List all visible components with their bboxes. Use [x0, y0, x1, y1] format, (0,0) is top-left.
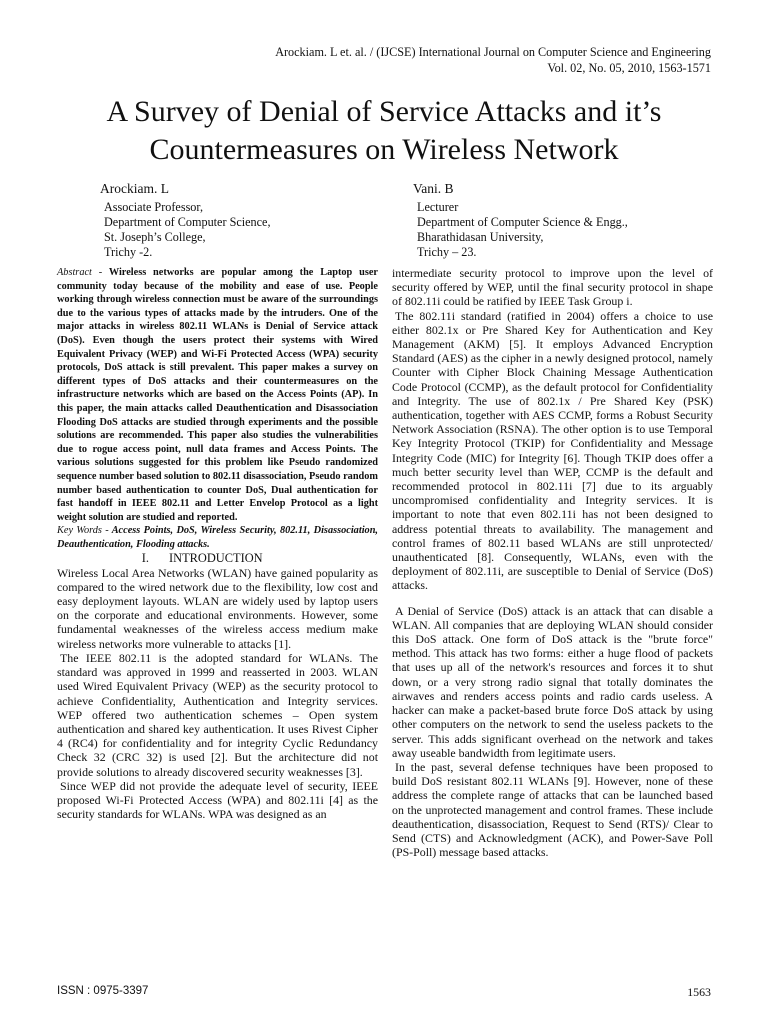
keywords-text: Access Points, DoS, Wireless Security, 802.11, Disassociation, Deauthentication, Flooding attacks.: [57, 525, 379, 550]
body-paragraph: Wireless Local Area Networks (WLAN) have gained popularity as compared to the wired network due to the flexibility, low cost and easy deployment layouts. WLAN are widely used by laptop users on the corporate and educational environments. However, some fundamental weaknesses of the wireless access medium make wireless networks more vulnerable to attacks [1].: [57, 565, 378, 651]
body-paragraph: Since WEP did not provide the adequate level of security, IEEE proposed Wi-Fi Protected Access (WPA) and 802.11i [4] as the security standards for WLANs. WPA was designed as an: [57, 778, 378, 822]
right-column: [392, 266, 713, 859]
title-line-2: Countermeasures on Wireless Network: [149, 133, 619, 166]
section-title: INTRODUCTION: [169, 551, 263, 566]
keywords-label: Key Words -: [57, 525, 109, 537]
page-number: 1563: [687, 985, 711, 999]
keywords: [57, 524, 378, 551]
author-block-1: [100, 180, 271, 260]
body-paragraph: A Denial of Service (DoS) attack is an attack that can disable a WLAN. All companies that are deploying WLAN should consider this DoS attack. One form of DoS attack is the "brute force" method. This attack has two forms: either a huge flood of packets that uses up all of the network's resources and forces it to shut down, or a very strong radio signal that totally dominates the airwaves and renders access points and radio cards useless. A hacker can make a packet-based brute force DoS attack by using other computers on the network to send the useless packets to the server. This adds significant overhead on the network and takes away useable bandwidth from legitimate users.: [392, 603, 713, 760]
abstract-text: Wireless networks are popular among the Laptop user community today because of the mobility and ease of use. People working through wireless connection must be aware of the surroundings due to the various types of attacks made by the intruders. One of the major attacks in wireless 802.11 WLANs is Denial of Service attack (DoS). Even though the users protect their systems with Wired Equivalent Privacy (WEP) and Wi-Fi Protected Access (WPA) security protocols, DoS attack is still prevalent. This paper makes a survey on different types of DoS attacks and their countermeasures on the infrastructure networks which are based on the Access Points (AP). In this paper, the main attacks called Deauthentication and Disassociation Flooding DoS attacks are studied through experiments and the possible solutions are recommended. This paper also studies the vulnerabilities due to rogue access point, null data frames and Access Points. The various solutions suggested for this problem like Pseudo randomized sequence number based solution to 802.11 disassociation, Pseudo random number based authentication to counter DoS, Dual authentication for fast handoff in IEEE 802.11 and Letter Envelop Protocol as a light weight solution are studied and reported.: [57, 267, 378, 523]
author-affiliation-line: St. Joseph’s College,: [104, 230, 206, 244]
body-paragraph: In the past, several defense techniques have been proposed to build DoS resistant 802.11 WLANs [9]. However, none of these address the complete range of attacks that can be launched based on the unprotected management and control frames. These include deauthentication, disassociation, Request to Send (RTS)/ Clear to Send (CTS) and Acknowledgment (ACK), and Power-Save Poll (PS-Poll) message based attacks.: [392, 759, 713, 860]
author-name: Vani. B: [413, 181, 454, 196]
journal-citation: Arockiam. L et. al. / (IJCSE) International Journal on Computer Science and Engineering: [275, 45, 711, 59]
author-block-2: [413, 180, 628, 260]
author-affiliation-line: Trichy – 23.: [417, 245, 477, 259]
left-column: [57, 266, 378, 821]
author-affiliation-line: Department of Computer Science,: [104, 215, 271, 229]
paper-title: [40, 93, 728, 169]
journal-volume: Vol. 02, No. 05, 2010, 1563-1571: [547, 61, 711, 75]
body-paragraph: The 802.11i standard (ratified in 2004) offers a choice to use either 802.1x or Pre Shared Key for Authentication and Key Management (AKM) [5]. It employs Advanced Encryption Standard (AES) as the cipher in a newly designed protocol, namely Counter with Cipher Block Chaining Message Authentication Code Protocol (CCMP), as the default protocol for Confidentiality and Integrity. The use of 802.1x / Pre Shared Key (PSK) authentication, together with AES CCMP, forms a Robust Security Network Association (RSNA). The other option is to use Temporal Key Integrity Protocol (TKIP) for Confidentiality and Message Integrity Code (MIC) for Integrity [6]. Though TKIP does offer a much better security level than WEP, CCMP is the default and recommended protocol in 802.11i [7] due to its arguably uncompromised confidentiality and Integrity services. It is important to note that even 802.11i has not been designed to address potential threats to availability. The management and control frames of 802.11 based WLANs are still unprotected/ unauthenticated [8]. Consequently, WLANs, even with the deployment of 802.11i, are susceptible to Denial of Service (DoS) attacks.: [392, 308, 713, 593]
abstract-label: Abstract -: [57, 267, 103, 278]
abstract: [57, 266, 378, 524]
body-paragraph: intermediate security protocol to improve upon the level of security offered by WEP, until the final security protocol in shape of 802.11i could be ratified by IEEE Task Group i.: [392, 266, 713, 309]
author-affiliation-line: Trichy -2.: [104, 245, 153, 259]
running-header: [275, 44, 711, 76]
author-affiliation-line: Department of Computer Science & Engg.,: [417, 215, 628, 229]
author-affiliation-line: Lecturer: [417, 200, 459, 214]
title-line-1: A Survey of Denial of Service Attacks and it’s: [106, 95, 662, 128]
section-heading: [57, 551, 378, 565]
author-name: Arockiam. L: [100, 181, 169, 196]
section-number: I.: [141, 551, 149, 566]
body-paragraph: The IEEE 802.11 is the adopted standard for WLANs. The standard was approved in 1999 and reasserted in 2003. WLAN used Wired Equivalent Privacy (WEP) as the security protocol to achieve Confidentiality, Authentication and Integrity services. WEP offered two authentication schemes – Open system authentication and shared key authentication. It uses Rivest Cipher 4 (RC4) for confidentiality and for integrity Cyclic Redundancy Check 32 (CRC 32) is used [2]. But the architecture did not provide solutions to already discovered security weaknesses [3].: [57, 650, 378, 779]
author-affiliation-line: Associate Professor,: [104, 200, 204, 214]
issn-footer: ISSN : 0975-3397: [57, 985, 149, 997]
author-affiliation-line: Bharathidasan University,: [417, 230, 544, 244]
